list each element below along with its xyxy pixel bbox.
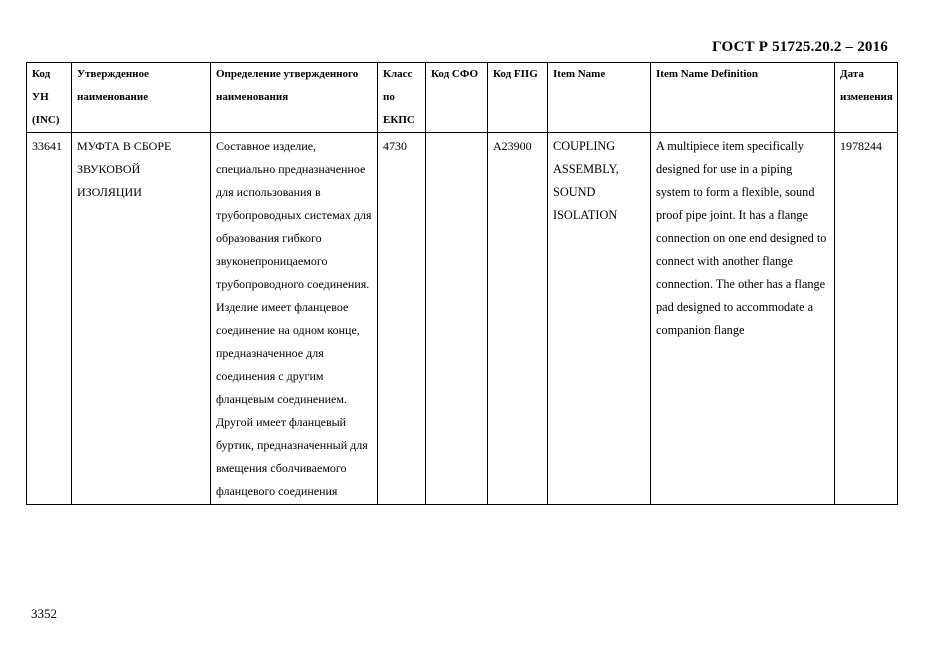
table-row bbox=[27, 133, 898, 505]
table-header-row bbox=[27, 63, 898, 133]
column-header-approved-name: Утвержденное наименование bbox=[72, 63, 211, 133]
catalog-table bbox=[26, 62, 898, 505]
page-number: 3352 bbox=[31, 606, 57, 621]
cell-fiig: A23900 bbox=[488, 133, 548, 505]
column-header-inc: Код УН (INC) bbox=[27, 63, 72, 133]
cell-approved-name: МУФТА В СБОРЕ ЗВУКОВОЙ ИЗОЛЯЦИИ bbox=[72, 133, 211, 505]
column-header-sfo: Код СФО bbox=[426, 63, 488, 133]
column-header-class: Класс по ЕКПС bbox=[378, 63, 426, 133]
cell-date: 1978244 bbox=[835, 133, 898, 505]
column-header-fiig: Код FIIG bbox=[488, 63, 548, 133]
cell-sfo bbox=[426, 133, 488, 505]
column-header-item-name-definition: Item Name Definition bbox=[651, 63, 835, 133]
column-header-definition: Определение утвержденного наименования bbox=[211, 63, 378, 133]
cell-item-name: COUPLING ASSEMBLY, SOUND ISOLATION bbox=[548, 133, 651, 505]
cell-item-name-definition: A multipiece item specifically designed for use in a piping system to form a flexible, sound proof pipe joint. It has a flange connection on one end designed to connect with another flange connection. The other has a flange pad designed to accommodate a companion flange bbox=[651, 133, 835, 505]
cell-class: 4730 bbox=[378, 133, 426, 505]
cell-definition: Составное изделие, специально предназначенное для использования в трубопроводных системах для образования гибкого звуконепроницаемого трубопроводного соединения. Изделие имеет фланцевое соединение на одном конце, предназначенное для соединения с другим фланцевым соединением. Другой имеет фланцевый буртик, предназначенный для вмещения сболчиваемого фланцевого соединения bbox=[211, 133, 378, 505]
cell-inc: 33641 bbox=[27, 133, 72, 505]
column-header-date: Дата изменения bbox=[835, 63, 898, 133]
document-title: ГОСТ Р 51725.20.2 – 2016 bbox=[712, 39, 888, 55]
column-header-item-name: Item Name bbox=[548, 63, 651, 133]
